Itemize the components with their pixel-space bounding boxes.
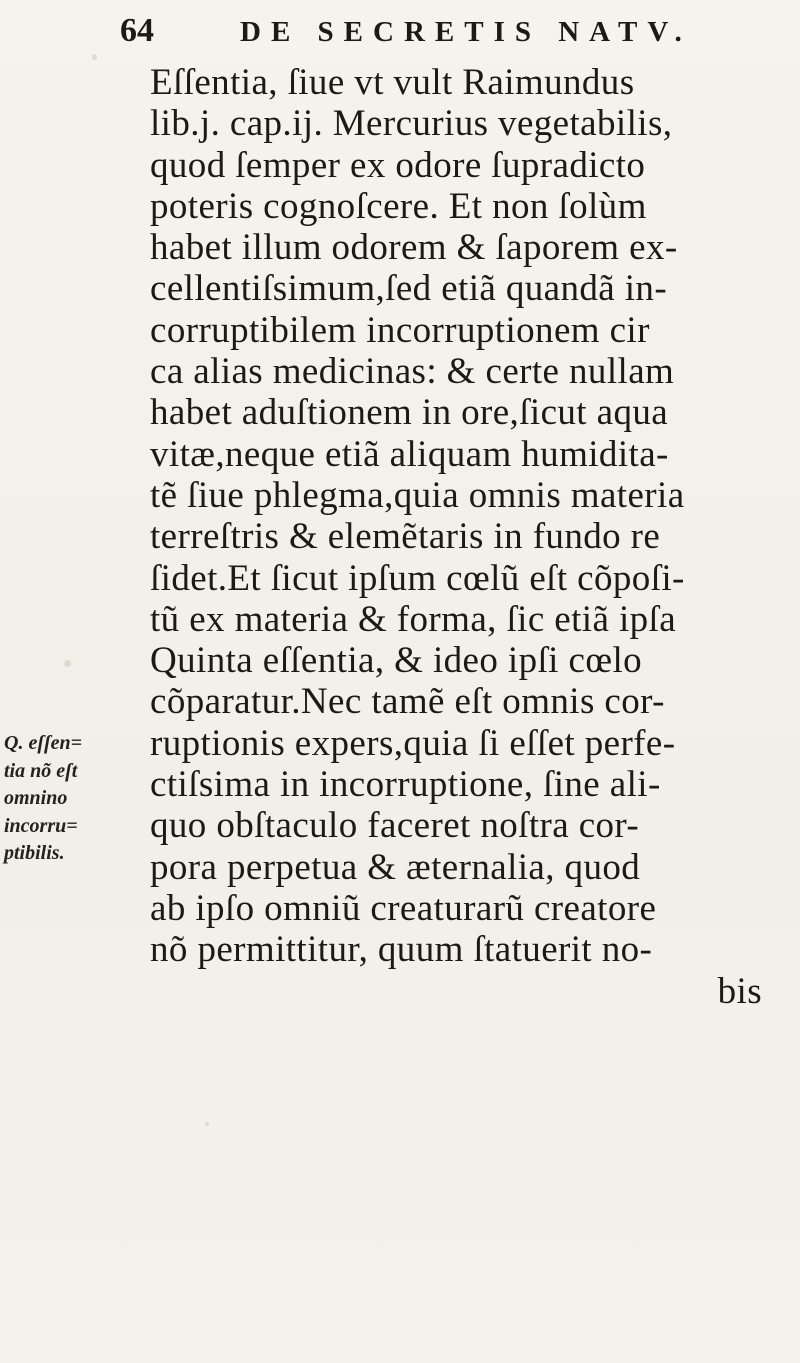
text-line: ab ipſo omniũ creaturarũ creatore [150,887,657,929]
text-line: habet aduſtionem in ore,ſicut aqua [150,392,669,434]
marginal-note-line: omnino [4,787,68,809]
text-line: quod ſemper ex odore ſupradicto [150,144,646,186]
marginal-note-line: ptibilis. [4,842,65,864]
text-line: Quinta eſſentia, & ideo ipſi cœlo [150,640,643,682]
text-line: cellentiſsimum,ſed etiã quandã in- [150,268,668,310]
text-line: quo obſtaculo faceret noſtra cor- [150,805,640,847]
paper-stain [205,1122,209,1126]
paper-stain [64,660,71,667]
marginal-note-line: Q. eſſen= [4,732,83,754]
text-line: ruptionis expers,quia ſi eſſet perfe- [150,722,676,764]
running-head: DE SECRETIS NATV. [240,16,692,48]
text-line: lib.j. cap.ij. Mercurius vegetabilis, [150,103,673,145]
text-line: corruptibilem incorruptionem cir [150,309,650,351]
text-line: poteris cognoſcere. Et non ſolùm [150,185,647,227]
page-header [120,12,760,56]
marginal-note-line: tia nõ eſt [4,759,78,782]
catchword: bis [717,970,762,1012]
body-text [150,62,780,1012]
text-line: nõ permittitur, quum ſtatuerit no- [150,929,653,971]
text-line: vitæ,neque etiã aliquam humidita- [150,433,669,475]
text-line: ctiſsima in incorruptione, ſine ali- [150,764,661,806]
marginal-note [4,730,122,868]
text-line: habet illum odorem & ſaporem ex- [150,227,678,269]
text-line: ſidet.Et ſicut ipſum cœlũ eſt cõpoſi- [150,557,685,599]
text-line: tẽ ſiue phlegma,quia omnis materia [150,474,685,516]
text-line: Eſſentia, ſiue vt vult Raimundus [150,62,635,103]
page-number: 64 [120,12,154,49]
paper-stain [92,54,97,60]
text-line: cõparatur.Nec tamẽ eſt omnis cor- [150,681,665,723]
text-line: terreſtris & elemẽtaris in fundo re [150,516,661,558]
text-line: pora perpetua & æternalia, quod [150,846,641,888]
text-line: ca alias medicinas: & certe nullam [150,351,675,393]
text-line: tũ ex materia & forma, ſic etiã ipſa [150,598,677,640]
marginal-note-line: incorru= [4,814,78,837]
